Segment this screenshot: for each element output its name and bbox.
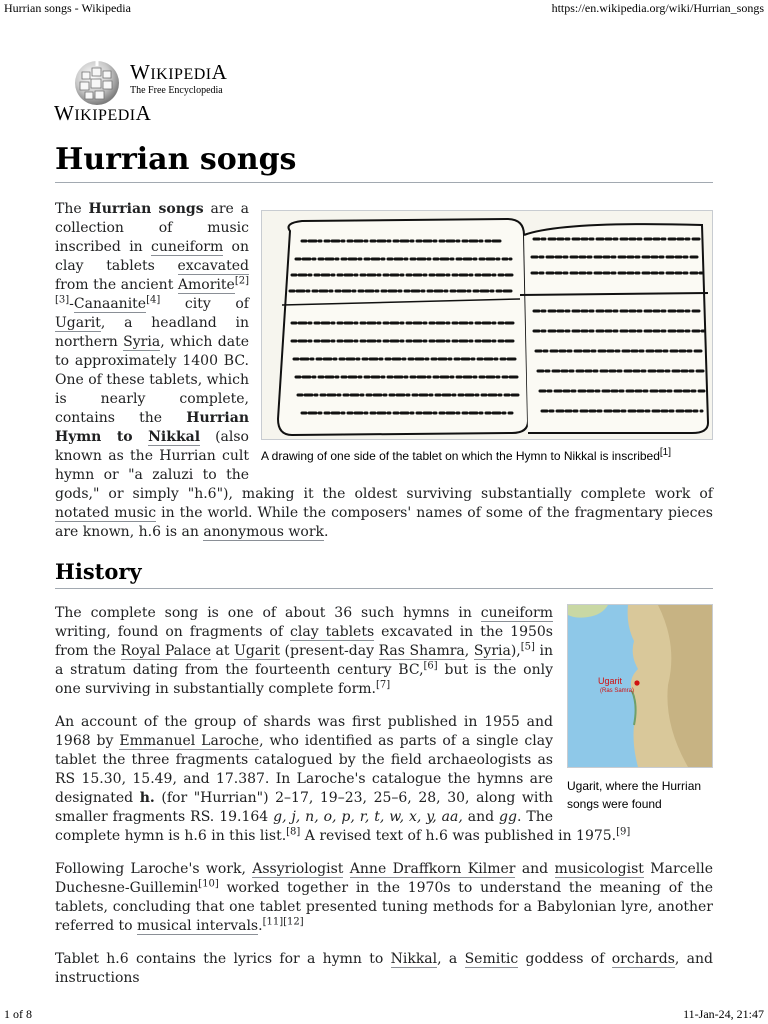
link-notated-music[interactable]: notated music [55, 505, 157, 521]
link-excavated[interactable]: excavated [177, 258, 249, 274]
history-paragraph-2: An account of the group of shards was first published in 1955 and 1968 by Emmanuel Laroche, who identified as parts of a single clay tablet the three fragments catalogued by the field archaeologists as RS 15.30, 15.49, and 17.387. In Laroche's catalogue the hymns are designated h. (for "Hurrian") 2–17, 19–23, 25–6, 28, 30, along with smaller fragments RS. 19.164 g, j, n, o, p, r, t, w, x, y, aa, and gg. The complete hymn is h.6 in this list.[8] A revised text of h.6 was published in 1975.[9] [55, 714, 631, 844]
print-header [0, 1, 768, 16]
wordmark: WIKIPEDIA [130, 60, 228, 84]
history-paragraph-1: The complete song is one of about 36 such hymns in cuneiform writing, found on fragments of clay tablets excavated in the 1950s from the Royal Palace at Ugarit (present-day Ras Shamra, Syria),[5] in a stratum dating from the fourteenth century BC,[6] but is the only one surviving in substantially complete form.[7] [55, 605, 554, 697]
cuneiform-tablet-drawing [261, 210, 713, 440]
link-semitic[interactable]: Semitic [464, 951, 519, 967]
link-ugarit-2[interactable]: Ugarit [234, 643, 280, 659]
ref-1[interactable]: [1] [659, 447, 672, 458]
map-label: Ugarit [598, 676, 623, 686]
link-cuneiform-2[interactable]: cuneiform [480, 605, 553, 621]
link-ugarit[interactable]: Ugarit [55, 315, 101, 331]
ref-12[interactable]: [12] [283, 916, 304, 928]
link-nikkal-2[interactable]: Nikkal [390, 951, 438, 967]
intro-paragraph: The Hurrian songs are a collection of music inscribed in cuneiform on clay tablets excavated from the ancient Amorite[2][3]-Canaanite[4] city of Ugarit, a headland in northern Syria, which date to approximately 1400 BC. One of these tablets, which is nearly complete, contains the Hurrian Hymn to Nikkal (also known as the Hurrian cult hymn or "a zaluzi to the gods," or simply "h.6"), making it the oldest surviving substantially complete work of notated music in the world. While the composers' names of some of the fragmentary pieces are known, h.6 is an anonymous work. [55, 201, 713, 540]
link-cuneiform[interactable]: cuneiform [151, 239, 224, 255]
ref-6[interactable]: [6] [423, 660, 438, 672]
link-syria[interactable]: Syria [123, 334, 161, 350]
ref-8[interactable]: [8] [286, 826, 301, 838]
browser-url: https://en.wikipedia.org/wiki/Hurrian_songs [551, 1, 764, 15]
map-caption: Ugarit, where the Hurrian songs were found [567, 779, 702, 811]
link-amorite[interactable]: Amorite [177, 277, 235, 293]
page-title: Hurrian songs [55, 140, 713, 183]
tagline: The Free Encyclopedia [130, 85, 223, 96]
wikipedia-logo[interactable] [54, 56, 292, 126]
ref-11[interactable]: [11] [262, 916, 284, 928]
page-count: 1 of 8 [4, 1007, 32, 1021]
browser-page-title: Hurrian songs - Wikipedia [4, 1, 131, 15]
link-musical-intervals[interactable]: musical intervals [137, 918, 259, 934]
history-paragraph-3: Following Laroche's work, Assyriologist Anne Draffkorn Kilmer and musicologist Marcelle Duchesne-Guillemin[10] worked together in the 1970s to understand the meaning of the tablets, concluding that one tablet presented tuning methods for a Babylonian lyre, another referred to musical intervals.[11][12] [55, 861, 714, 934]
link-syria-2[interactable]: Syria [473, 643, 511, 659]
ugarit-marker [634, 680, 639, 685]
intro-section [55, 200, 713, 556]
wordmark-secondary: WIKIPEDIA [54, 101, 152, 125]
ref-4[interactable]: [4] [146, 294, 161, 306]
link-canaanite[interactable]: Canaanite [73, 296, 147, 312]
tablet-caption: A drawing of one side of the tablet on which the Hymn to Nikkal is inscribed[1] [261, 447, 672, 463]
history-section [55, 604, 713, 1002]
history-paragraph-4: Tablet h.6 contains the lyrics for a hymn to Nikkal, a Semitic goddess of orchards, and instructions [55, 951, 714, 986]
link-musicologist[interactable]: musicologist [554, 861, 644, 877]
tablet-figure[interactable] [261, 210, 713, 464]
link-anonymous-work[interactable]: anonymous work [203, 524, 325, 540]
link-clay-tablets[interactable]: clay tablets [290, 624, 375, 640]
ref-9[interactable]: [9] [616, 826, 631, 838]
link-orchards[interactable]: orchards [611, 951, 675, 967]
link-emmanuel-laroche[interactable]: Emmanuel Laroche [119, 733, 260, 749]
map-sublabel: (Ras Samra) [600, 688, 635, 694]
link-ras-shamra[interactable]: Ras Shamra [378, 643, 465, 659]
history-heading: History [55, 558, 713, 589]
location-map [567, 604, 713, 768]
print-datetime: 11-Jan-24, 21:47 [683, 1007, 764, 1021]
link-royal-palace[interactable]: Royal Palace [120, 643, 211, 659]
ref-5[interactable]: [5] [520, 641, 535, 653]
print-footer [0, 1007, 768, 1022]
ref-10[interactable]: [10] [198, 878, 219, 890]
ref-2[interactable]: [2] [234, 275, 249, 287]
link-nikkal[interactable]: Nikkal [148, 429, 201, 445]
link-assyriologist[interactable]: Assyriologist [252, 861, 344, 877]
ref-7[interactable]: [7] [375, 679, 391, 691]
link-anne-draffkorn-kilmer[interactable]: Anne Draffkorn Kilmer [349, 861, 516, 877]
map-figure[interactable] [567, 604, 713, 813]
ref-3[interactable]: [3] [55, 294, 70, 306]
